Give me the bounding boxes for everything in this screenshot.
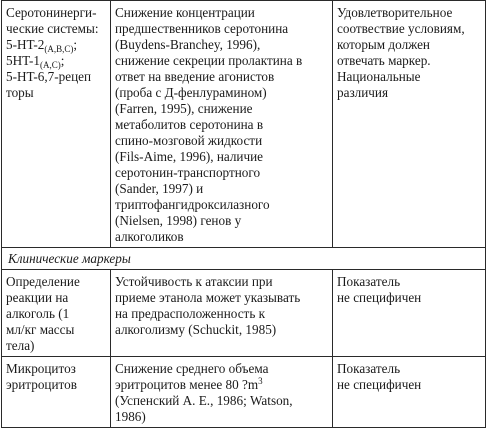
marker-name-cell: Микроцитоз эритроцитов bbox=[2, 357, 111, 428]
section-header-row bbox=[2, 248, 486, 270]
table-row bbox=[2, 357, 486, 428]
marker-name-cell bbox=[2, 1, 111, 248]
marker-name-line: $5-HT-2_{(A,B,C)}$; bbox=[6, 37, 78, 54]
marker-evidence-cell: Снижение среднего объема эритроцитов менее 80 $?m^3$ (Успенский А. Е., 1986; Watson, 1986) bbox=[111, 357, 333, 428]
marker-evidence-cell: Снижение концентрации предшественников серотонина (Buydens-Branchey, 1996), снижение секреции пролактина в ответ на введение агонистов (проба с Д-фенлурамином) (Farren, 1995), снижение метаболитов серотонина в спино-мозговой жидкости (Fils-Aime, 1996), наличие серотонин-транспортного (Sander, 1997) и триптофангидроксилазного (Nielsen, 1998) генов у алкоголиков bbox=[111, 1, 333, 248]
marker-name-cell: Определение реакции на алкоголь (1 мл/кг массы тела) bbox=[2, 270, 111, 357]
marker-assessment-cell: Показатель не специфичен bbox=[333, 357, 486, 428]
marker-name-line: ческие системы: bbox=[6, 21, 99, 36]
table-row bbox=[2, 270, 486, 357]
marker-evidence-cell: Устойчивость к атаксии при приеме этанола может указывать на предрасположенность к алкоголизму (Schuckit, 1985) bbox=[111, 270, 333, 357]
marker-name-line: Серотонинерги- bbox=[6, 5, 97, 20]
marker-assessment-cell: Удовлетворительное соотвествие условиям, которым должен отвечать маркер. Национальные различия bbox=[333, 1, 486, 248]
table-row bbox=[2, 1, 486, 248]
marker-name-line: 5-HT-6,7-рецеп bbox=[6, 69, 92, 84]
marker-table bbox=[1, 0, 486, 428]
marker-name-line: $5HT-1_{(A,C)}$; bbox=[6, 53, 65, 70]
marker-assessment-cell: Показатель не специфичен bbox=[333, 270, 486, 357]
marker-name-line: торы bbox=[6, 85, 34, 100]
section-title: Клинические маркеры bbox=[2, 248, 486, 270]
